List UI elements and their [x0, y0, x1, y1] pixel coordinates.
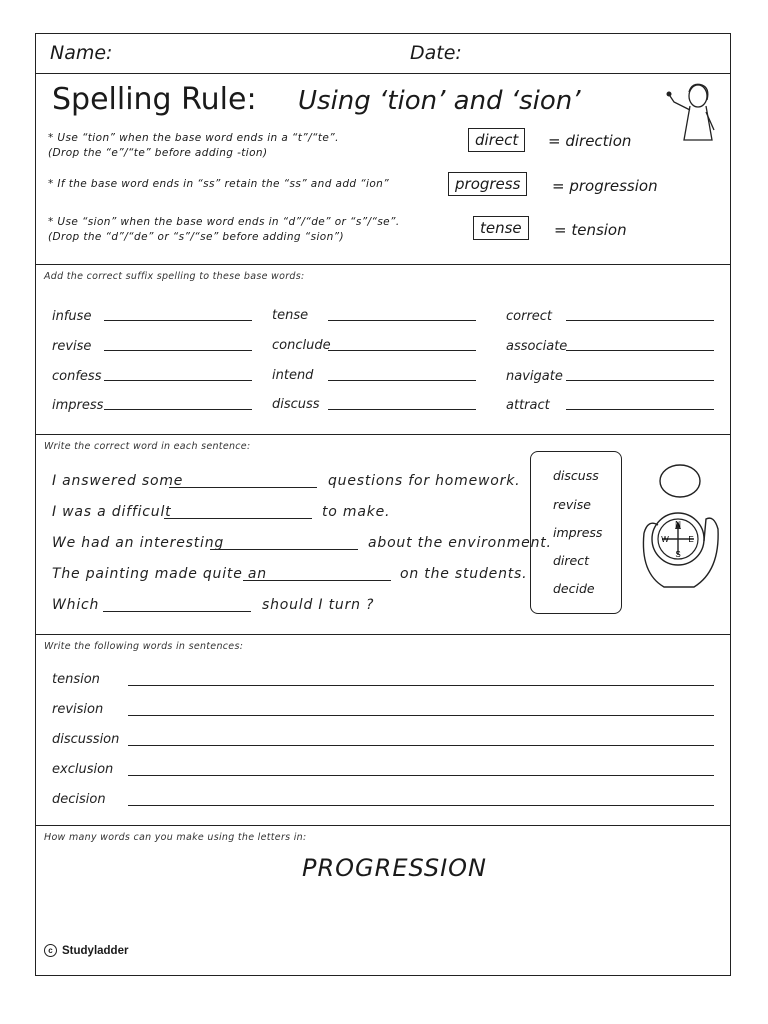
rule-3-example-result: = tension — [554, 221, 627, 239]
rule-1-example-result: = direction — [548, 132, 632, 150]
compass-icon — [634, 463, 726, 593]
worksheet — [35, 33, 731, 976]
write-section — [36, 635, 730, 826]
date-label: Date: — [410, 42, 462, 64]
rule-3-line-1: * Use “sion” when the base word ends in “d”/“de” or “s”/“se”. — [48, 216, 400, 228]
sentence-end: to make. — [322, 504, 391, 520]
write-word: exclusion — [52, 762, 114, 777]
write-word: discussion — [52, 732, 120, 747]
answer-line[interactable] — [566, 350, 714, 351]
answer-line[interactable] — [104, 350, 252, 351]
answer-line[interactable] — [128, 715, 714, 716]
sentence-end: about the environment. — [368, 535, 552, 551]
suffix-word: tense — [272, 308, 309, 323]
write-instruction: Write the following words in sentences: — [44, 641, 244, 652]
rule-2-example-result: = progression — [552, 177, 658, 195]
answer-line[interactable] — [128, 775, 714, 776]
answer-line[interactable] — [169, 487, 317, 488]
answer-line[interactable] — [566, 320, 714, 321]
suffix-section — [36, 265, 730, 435]
rule-title: Spelling Rule: — [52, 82, 257, 117]
suffix-word: revise — [52, 339, 92, 354]
progression-word: PROGRESSION — [302, 854, 488, 882]
write-word: tension — [52, 672, 100, 687]
teacher-icon — [662, 82, 724, 146]
rule-1-line-2: (Drop the “e”/“te” before adding -tion) — [48, 147, 268, 159]
suffix-word: impress — [52, 398, 104, 413]
rules-section — [36, 74, 730, 265]
suffix-word: conclude — [272, 338, 331, 353]
compass-letter-e: E — [688, 535, 694, 544]
word-bank-item: impress — [553, 525, 603, 540]
progression-section — [36, 826, 730, 975]
sentence-start: We had an interesting — [52, 535, 225, 551]
footer-brand — [44, 944, 128, 957]
compass-letter-s: S — [675, 550, 681, 559]
copyright-icon: c — [44, 944, 57, 957]
sentences-instruction: Write the correct word in each sentence: — [44, 441, 251, 452]
word-bank-item: revise — [553, 497, 591, 512]
suffix-word: navigate — [506, 369, 563, 384]
answer-line[interactable] — [104, 409, 252, 410]
sentence-start: I answered some — [52, 473, 184, 489]
answer-line[interactable] — [104, 320, 252, 321]
word-bank-item: discuss — [553, 468, 599, 483]
write-word: decision — [52, 792, 106, 807]
answer-line[interactable] — [128, 685, 714, 686]
suffix-instruction: Add the correct suffix spelling to these base words: — [44, 271, 305, 282]
suffix-word: correct — [506, 309, 553, 324]
rule-2-line-1: * If the base word ends in “ss” retain the “ss” and add “ion” — [48, 178, 390, 190]
suffix-word: attract — [506, 398, 550, 413]
word-bank-item: decide — [553, 581, 595, 596]
answer-line[interactable] — [566, 409, 714, 410]
answer-line[interactable] — [566, 380, 714, 381]
answer-line[interactable] — [104, 380, 252, 381]
answer-line[interactable] — [164, 518, 312, 519]
progression-instruction: How many words can you make using the letters in: — [44, 832, 307, 843]
suffix-word: discuss — [272, 397, 320, 412]
answer-line[interactable] — [243, 580, 391, 581]
word-bank — [530, 451, 622, 614]
sentences-section — [36, 435, 730, 635]
compass-letter-n: N — [675, 520, 681, 529]
suffix-word: confess — [52, 369, 102, 384]
sentence-end: should I turn ? — [262, 597, 375, 613]
rule-3-line-2: (Drop the “d”/“de” or “s”/“se” before adding “sion”) — [48, 231, 344, 243]
compass-letter-w: W — [661, 535, 669, 544]
answer-line[interactable] — [328, 380, 476, 381]
suffix-word: infuse — [52, 309, 92, 324]
sentence-start: I was a difficult — [52, 504, 172, 520]
sentence-end: questions for homework. — [328, 473, 521, 489]
sentence-start: The painting made quite an — [52, 566, 267, 582]
answer-line[interactable] — [128, 805, 714, 806]
answer-line[interactable] — [328, 409, 476, 410]
answer-line[interactable] — [328, 320, 476, 321]
suffix-word: associate — [506, 339, 568, 354]
answer-line[interactable] — [328, 350, 476, 351]
header-row — [36, 34, 730, 74]
suffix-word: intend — [272, 368, 314, 383]
name-label: Name: — [50, 42, 113, 64]
sentence-start: Which — [52, 597, 100, 613]
rule-1-example-base: direct — [468, 128, 525, 152]
brand-name: Studyladder — [62, 944, 129, 957]
rule-subtitle: Using ‘tion’ and ‘sion’ — [298, 86, 581, 116]
rule-3-example-base: tense — [473, 216, 529, 240]
answer-line[interactable] — [103, 611, 251, 612]
answer-line[interactable] — [128, 745, 714, 746]
rule-1-line-1: * Use “tion” when the base word ends in a “t”/“te”. — [48, 132, 339, 144]
word-bank-item: direct — [553, 553, 590, 568]
write-word: revision — [52, 702, 104, 717]
sentence-end: on the students. — [400, 566, 528, 582]
rule-2-example-base: progress — [448, 172, 527, 196]
answer-line[interactable] — [210, 549, 358, 550]
